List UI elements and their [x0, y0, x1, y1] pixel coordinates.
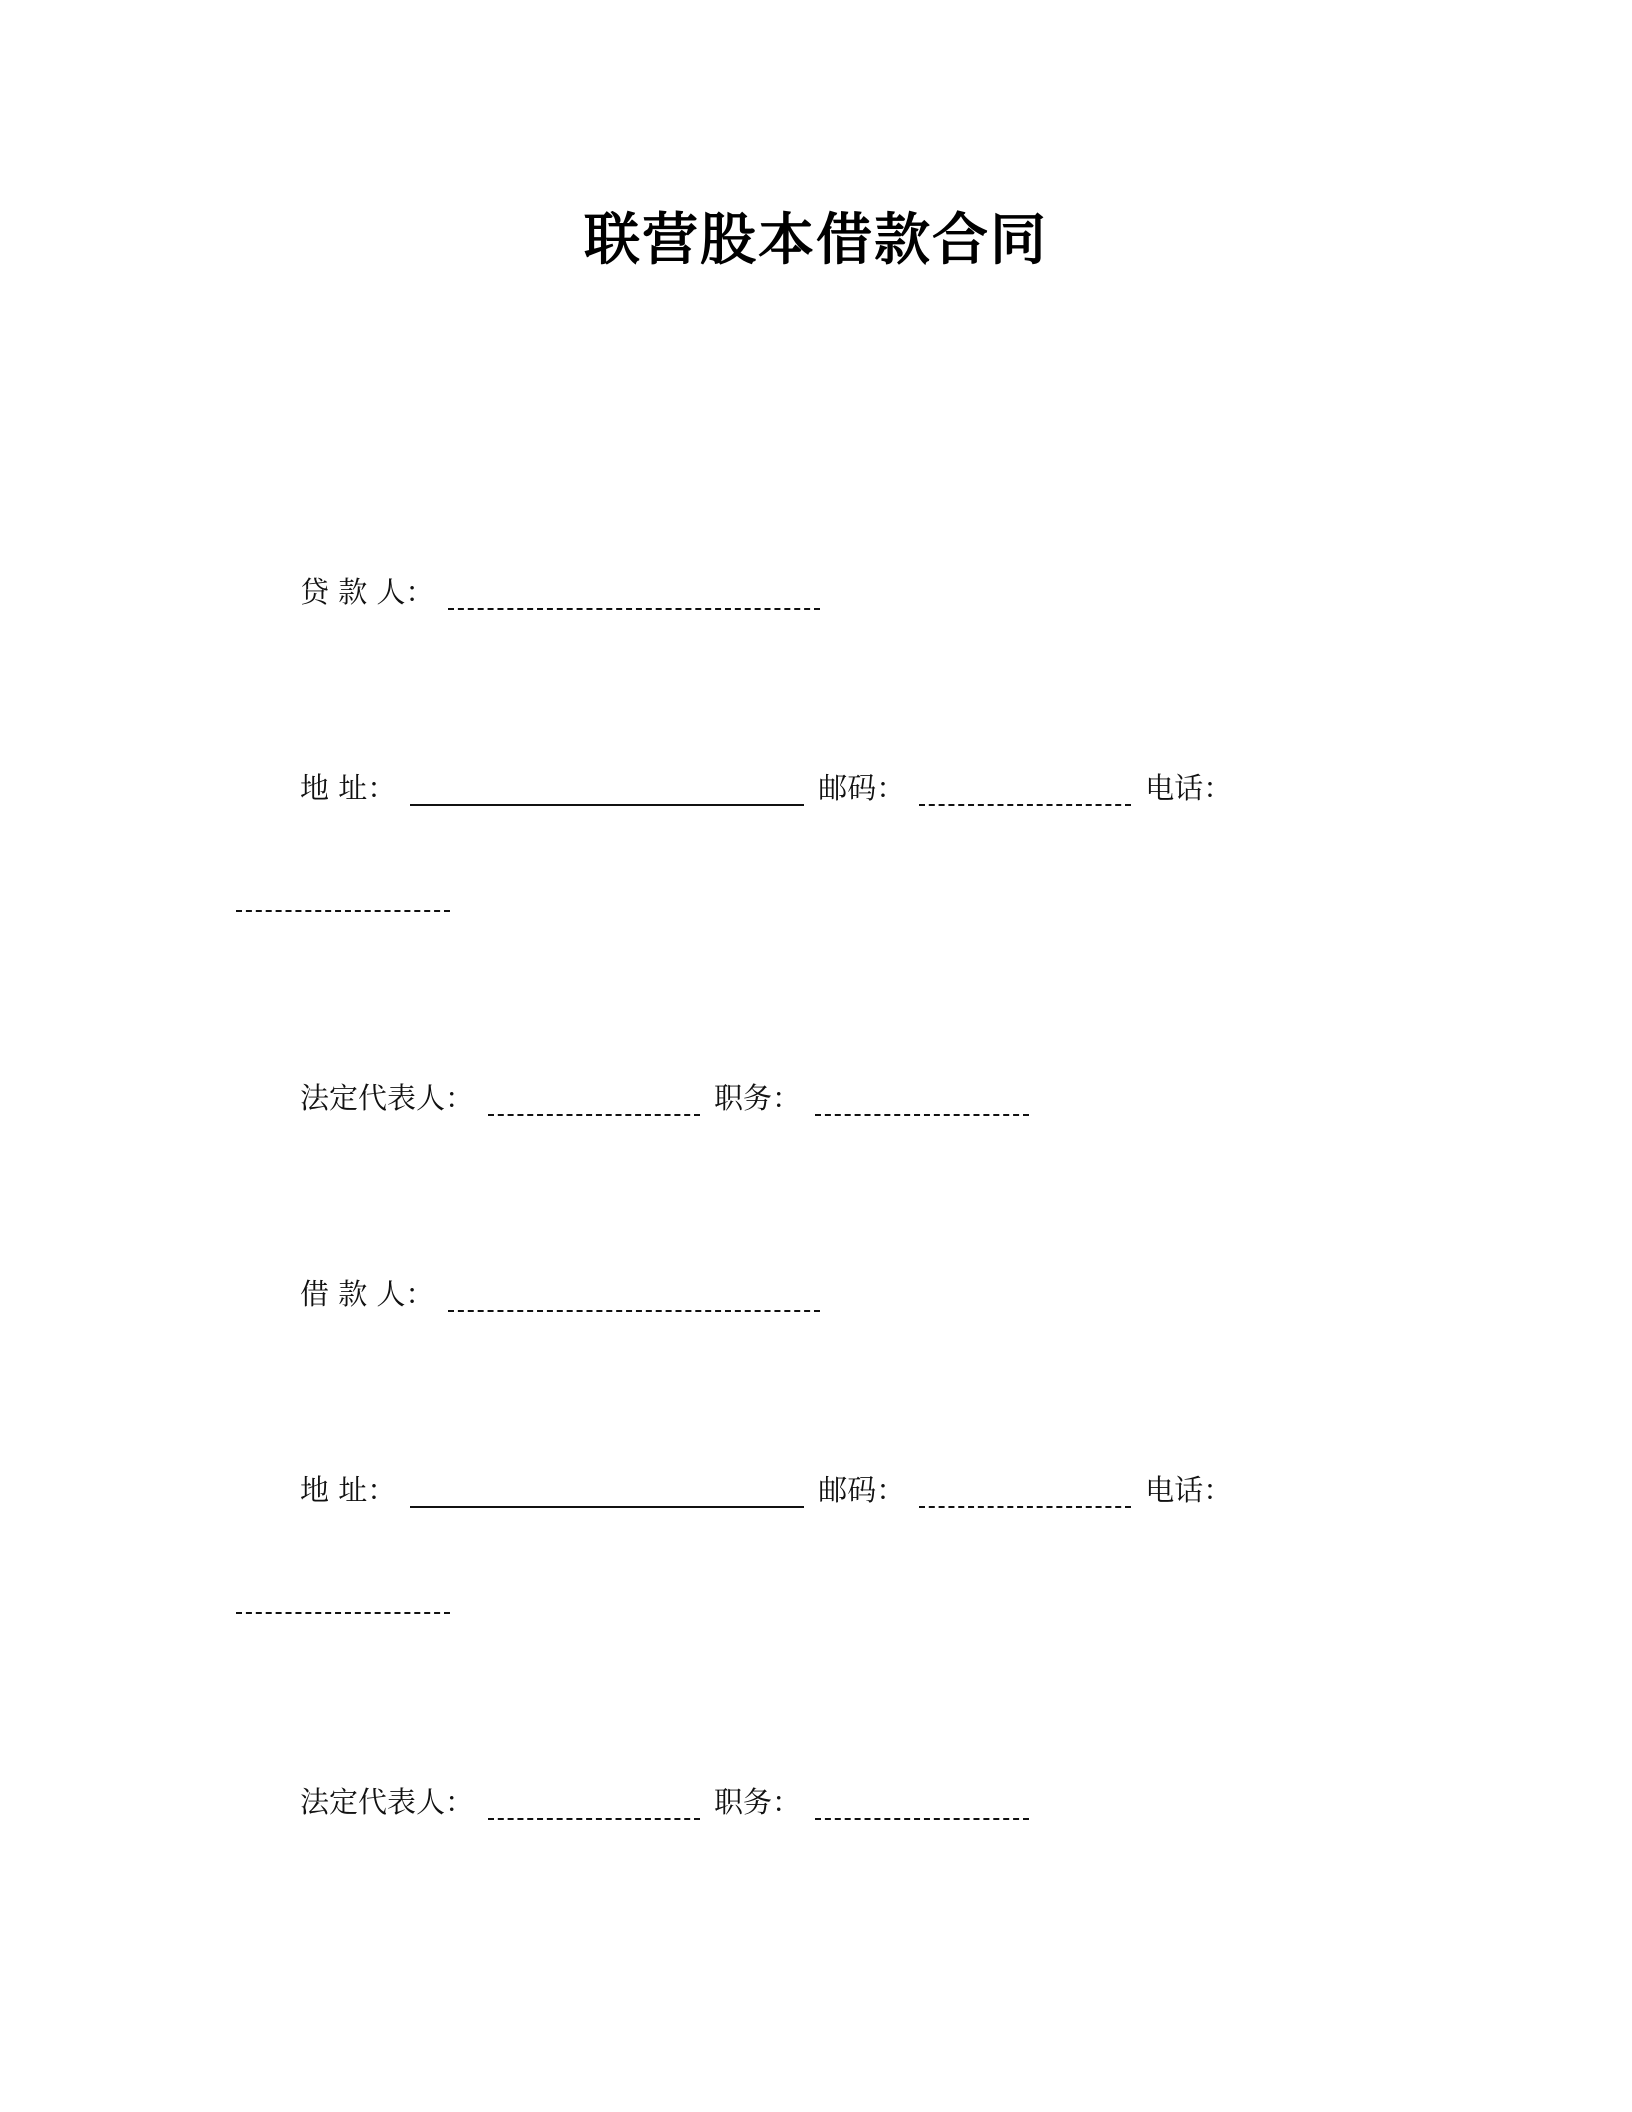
lender-name-field[interactable] — [448, 578, 820, 610]
lender-address-field[interactable] — [410, 774, 804, 806]
borrower-postcode-field[interactable] — [919, 1476, 1131, 1508]
lender-name-label: 贷 款 人： — [300, 575, 435, 609]
borrower-address-row — [300, 1468, 1232, 1512]
borrower-address-field[interactable] — [410, 1476, 804, 1508]
lender-legal-rep-label: 法定代表人： — [300, 1081, 475, 1115]
lender-position-field[interactable] — [815, 1084, 1029, 1116]
borrower-legal-rep-row — [300, 1780, 1029, 1824]
borrower-phone-label: 电话： — [1145, 1473, 1233, 1507]
borrower-address-label: 地 址： — [300, 1473, 397, 1507]
borrower-legal-rep-label: 法定代表人： — [300, 1785, 475, 1819]
borrower-phone-field[interactable] — [236, 1582, 450, 1614]
lender-postcode-field[interactable] — [919, 774, 1131, 806]
lender-phone-row — [236, 880, 450, 916]
lender-address-label: 地 址： — [300, 771, 397, 805]
lender-phone-label: 电话： — [1145, 771, 1233, 805]
lender-position-label: 职务： — [714, 1081, 802, 1115]
borrower-phone-row — [236, 1582, 450, 1618]
page-title: 联营股本借款合同 — [584, 208, 1048, 273]
borrower-position-label: 职务： — [714, 1785, 802, 1819]
borrower-legal-rep-field[interactable] — [488, 1788, 700, 1820]
borrower-position-field[interactable] — [815, 1788, 1029, 1820]
borrower-postcode-label: 邮码： — [818, 1473, 906, 1507]
borrower-name-field[interactable] — [448, 1280, 820, 1312]
lender-legal-rep-field[interactable] — [488, 1084, 700, 1116]
lender-legal-rep-row — [300, 1076, 1029, 1120]
lender-phone-field[interactable] — [236, 880, 450, 912]
borrower-name-label: 借 款 人： — [300, 1277, 435, 1311]
lender-postcode-label: 邮码： — [818, 771, 906, 805]
borrower-name-row — [300, 1272, 820, 1316]
lender-name-row — [300, 570, 820, 614]
lender-address-row — [300, 766, 1232, 810]
